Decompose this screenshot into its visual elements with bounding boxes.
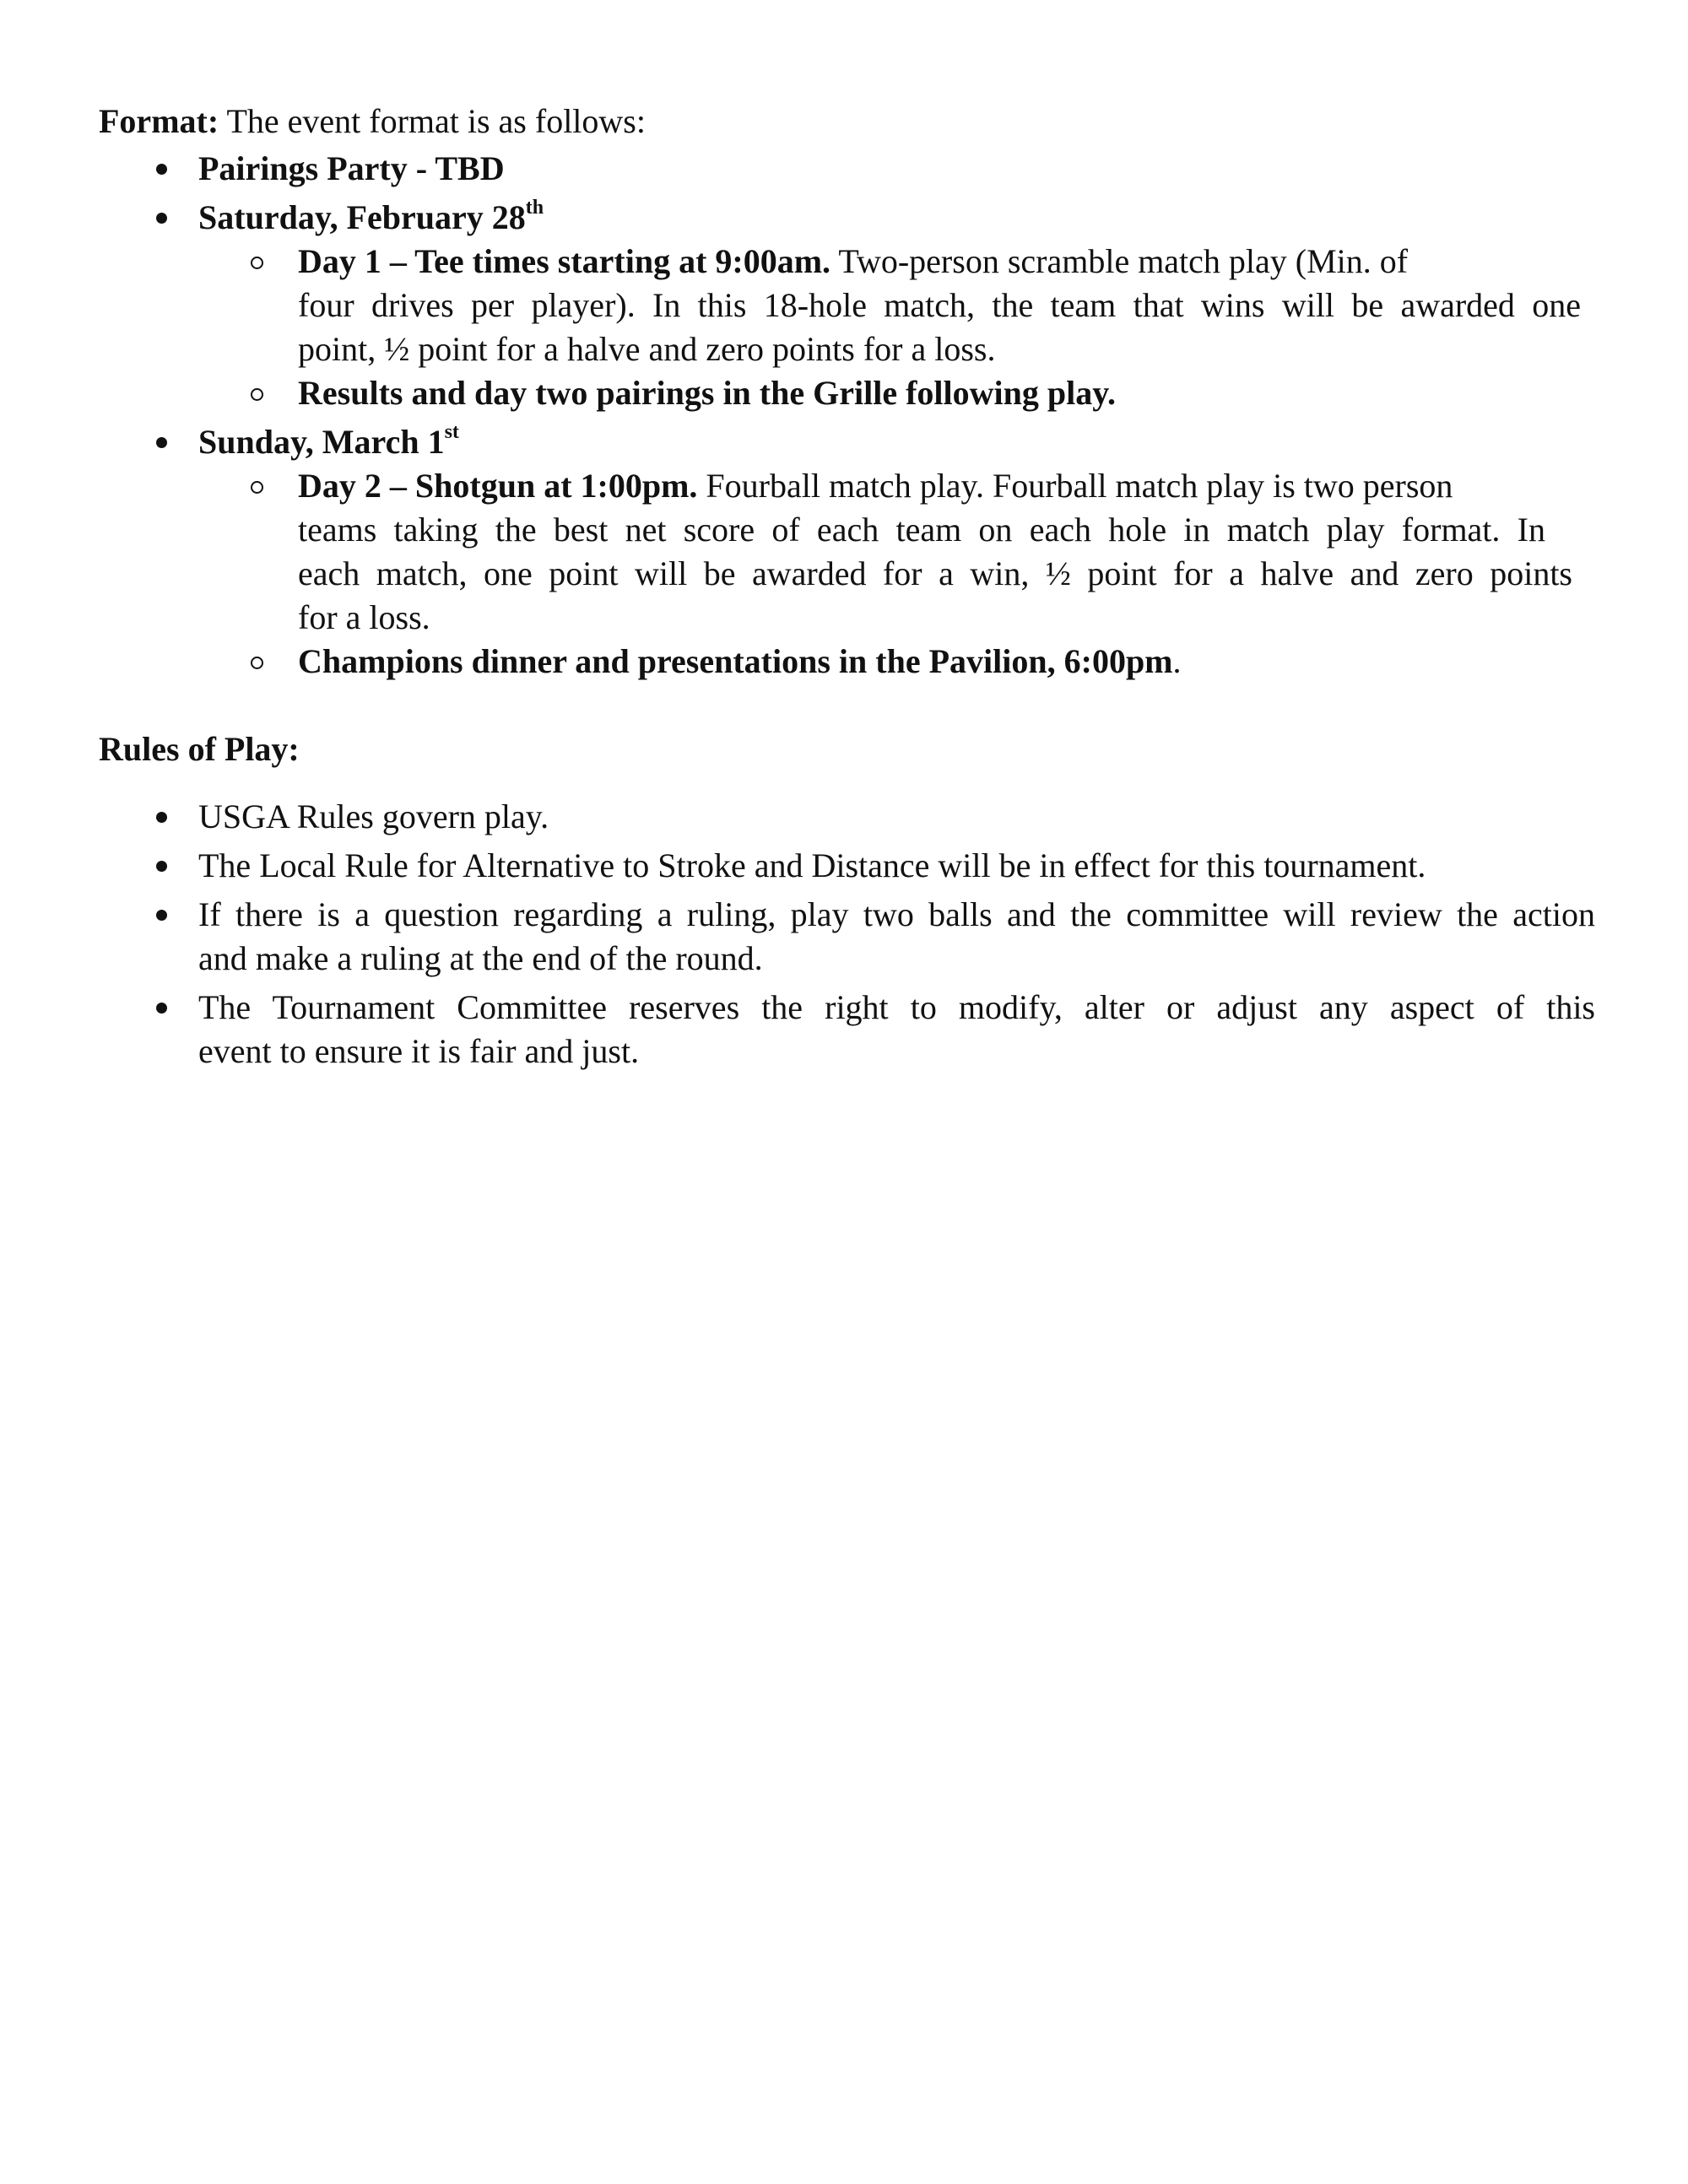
champions-line: Champions dinner and presentations in the Pavilion, 6:00pm.: [298, 642, 1182, 680]
day2-text-1: Fourball match play. Fourball match play is two person: [706, 467, 1453, 505]
format-intro: The event format is as follows:: [226, 102, 646, 140]
bullet-icon: [156, 164, 167, 175]
format-item-sunday: [198, 420, 459, 464]
day1-text-1: Two-person scramble match play (Min. of: [838, 242, 1409, 280]
bullet-icon: [156, 910, 167, 921]
format-item-pairings: [198, 147, 505, 191]
rule-item-4-line-1: The Tournament Committee reserves the right to modify, alter or adjust any aspect of this: [198, 988, 1595, 1026]
rule-item-3-line-2: and make a ruling at the end of the round.: [198, 939, 763, 977]
rule-item-2: The Local Rule for Alternative to Stroke and Distance will be in effect for this tournament.: [198, 846, 1426, 884]
rule-item-4-line-2: event to ensure it is fair and just.: [198, 1032, 640, 1070]
format-label: Format:: [99, 102, 219, 140]
format-item-saturday: [198, 196, 544, 240]
bullet-icon: [156, 812, 167, 823]
results-bold: Results and day two pairings in the Grille following play.: [298, 374, 1117, 412]
sub-bullet-icon: [251, 657, 263, 669]
rules-heading: [99, 727, 300, 771]
day1-line-1: [298, 240, 1408, 284]
day2-line-4: for a loss.: [298, 598, 430, 636]
sub-bullet-icon: [251, 388, 263, 401]
day1-line-2: four drives per player). In this 18-hole match, the team that wins will be awarded one: [298, 286, 1581, 324]
rules-label: Rules of Play:: [99, 730, 300, 768]
sub-bullet-icon: [251, 481, 263, 494]
day2-line-3: each match, one point will be awarded for a win, ½ point for a halve and zero points: [298, 554, 1572, 592]
day2-line-2: teams taking the best net score of each team on each hole in match play format. In: [298, 511, 1545, 549]
rule-item-1: USGA Rules govern play.: [198, 797, 549, 835]
day1-bold: Day 1 – Tee times starting at 9:00am.: [298, 242, 831, 280]
day1-line-3: point, ½ point for a halve and zero points for a loss.: [298, 330, 996, 368]
results-line: [298, 371, 1116, 415]
bullet-icon: [156, 437, 167, 448]
pairings-party-text: Pairings Party - TBD: [198, 149, 505, 187]
sub-bullet-icon: [251, 257, 263, 269]
sunday-ordinal: st: [444, 420, 459, 443]
sunday-heading: Sunday, March 1: [198, 423, 445, 461]
day2-line-1: [298, 464, 1453, 508]
saturday-heading: Saturday, February 28: [198, 198, 526, 236]
bullet-icon: [156, 1003, 167, 1014]
bullet-icon: [156, 213, 167, 224]
rule-item-3-line-1: If there is a question regarding a ruling, play two balls and the committee will review the action: [198, 895, 1595, 933]
day2-bold: Day 2 – Shotgun at 1:00pm.: [298, 467, 698, 505]
saturday-ordinal: th: [525, 196, 544, 219]
format-intro-line: [99, 100, 646, 143]
bullet-icon: [156, 861, 167, 872]
champions-bold: Champions dinner and presentations in the Pavilion, 6:00pm: [298, 642, 1173, 680]
